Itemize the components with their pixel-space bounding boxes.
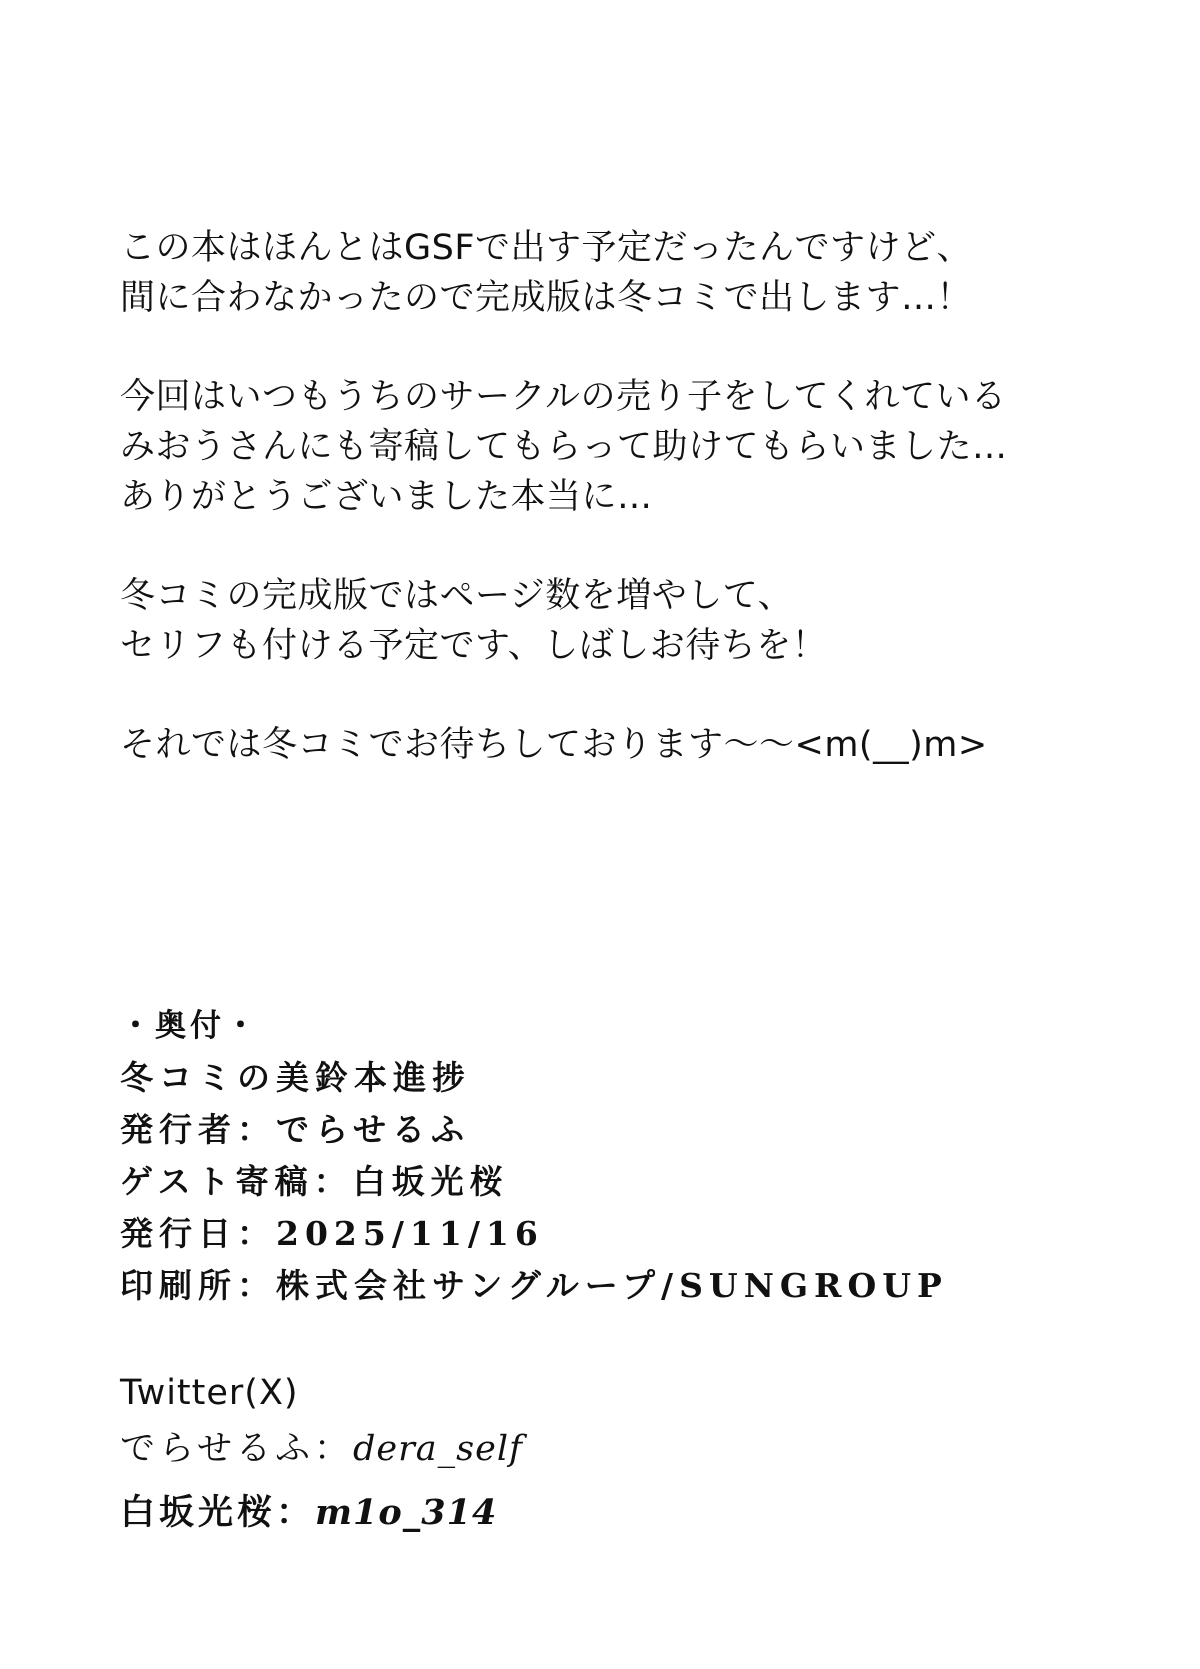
colophon-heading: ・奥付・ [120,1008,260,1044]
social-account-row [120,1481,1120,1544]
social-account-handle: dera_self [352,1429,523,1469]
social-section [120,1368,1120,1544]
social-account-name: でらせるふ： [120,1429,353,1469]
colophon-publisher: 発行者：でらせるふ [120,1110,471,1149]
afterword-line: この本はほんとはGSFで出す予定だったんですけど、 [120,228,972,268]
social-title: Twitter(X) [120,1373,299,1413]
afterword-line: 冬コミの完成版ではページ数を増やして、 [120,576,794,616]
afterword-paragraph [120,223,1120,323]
social-account-handle: m1o_314 [315,1492,498,1533]
colophon-section [120,1000,1120,1312]
afterword-line: ありがとうございました本当に… [120,477,653,517]
social-account-row [120,1418,1120,1481]
colophon-title: 冬コミの美鈴本進捗 [120,1058,471,1097]
afterword-line: 今回はいつもうちのサークルの売り子をしてくれている [120,377,1007,417]
afterword-paragraph [120,372,1120,522]
afterword-paragraph [120,571,1120,671]
afterword-line: それでは冬コミでお待ちしております～～<m(__)m> [120,725,988,765]
social-account-name: 白坂光桜： [120,1492,316,1533]
afterword-line: みおうさんにも寄稿してもらって助けてもらいました… [120,427,1008,467]
afterword-line: 間に合わなかったので完成版は冬コミで出します…！ [120,278,973,318]
colophon-guest: ゲスト寄稿：白坂光桜 [120,1162,509,1201]
afterword-paragraph [120,720,1120,770]
afterword-section [120,223,1120,819]
colophon-date: 発行日：2025/11/16 [120,1214,544,1253]
colophon-printer: 印刷所：株式会社サングループ/SUNGROUP [120,1266,948,1305]
afterword-line: セリフも付ける予定です、しばしお待ちを！ [120,626,828,666]
